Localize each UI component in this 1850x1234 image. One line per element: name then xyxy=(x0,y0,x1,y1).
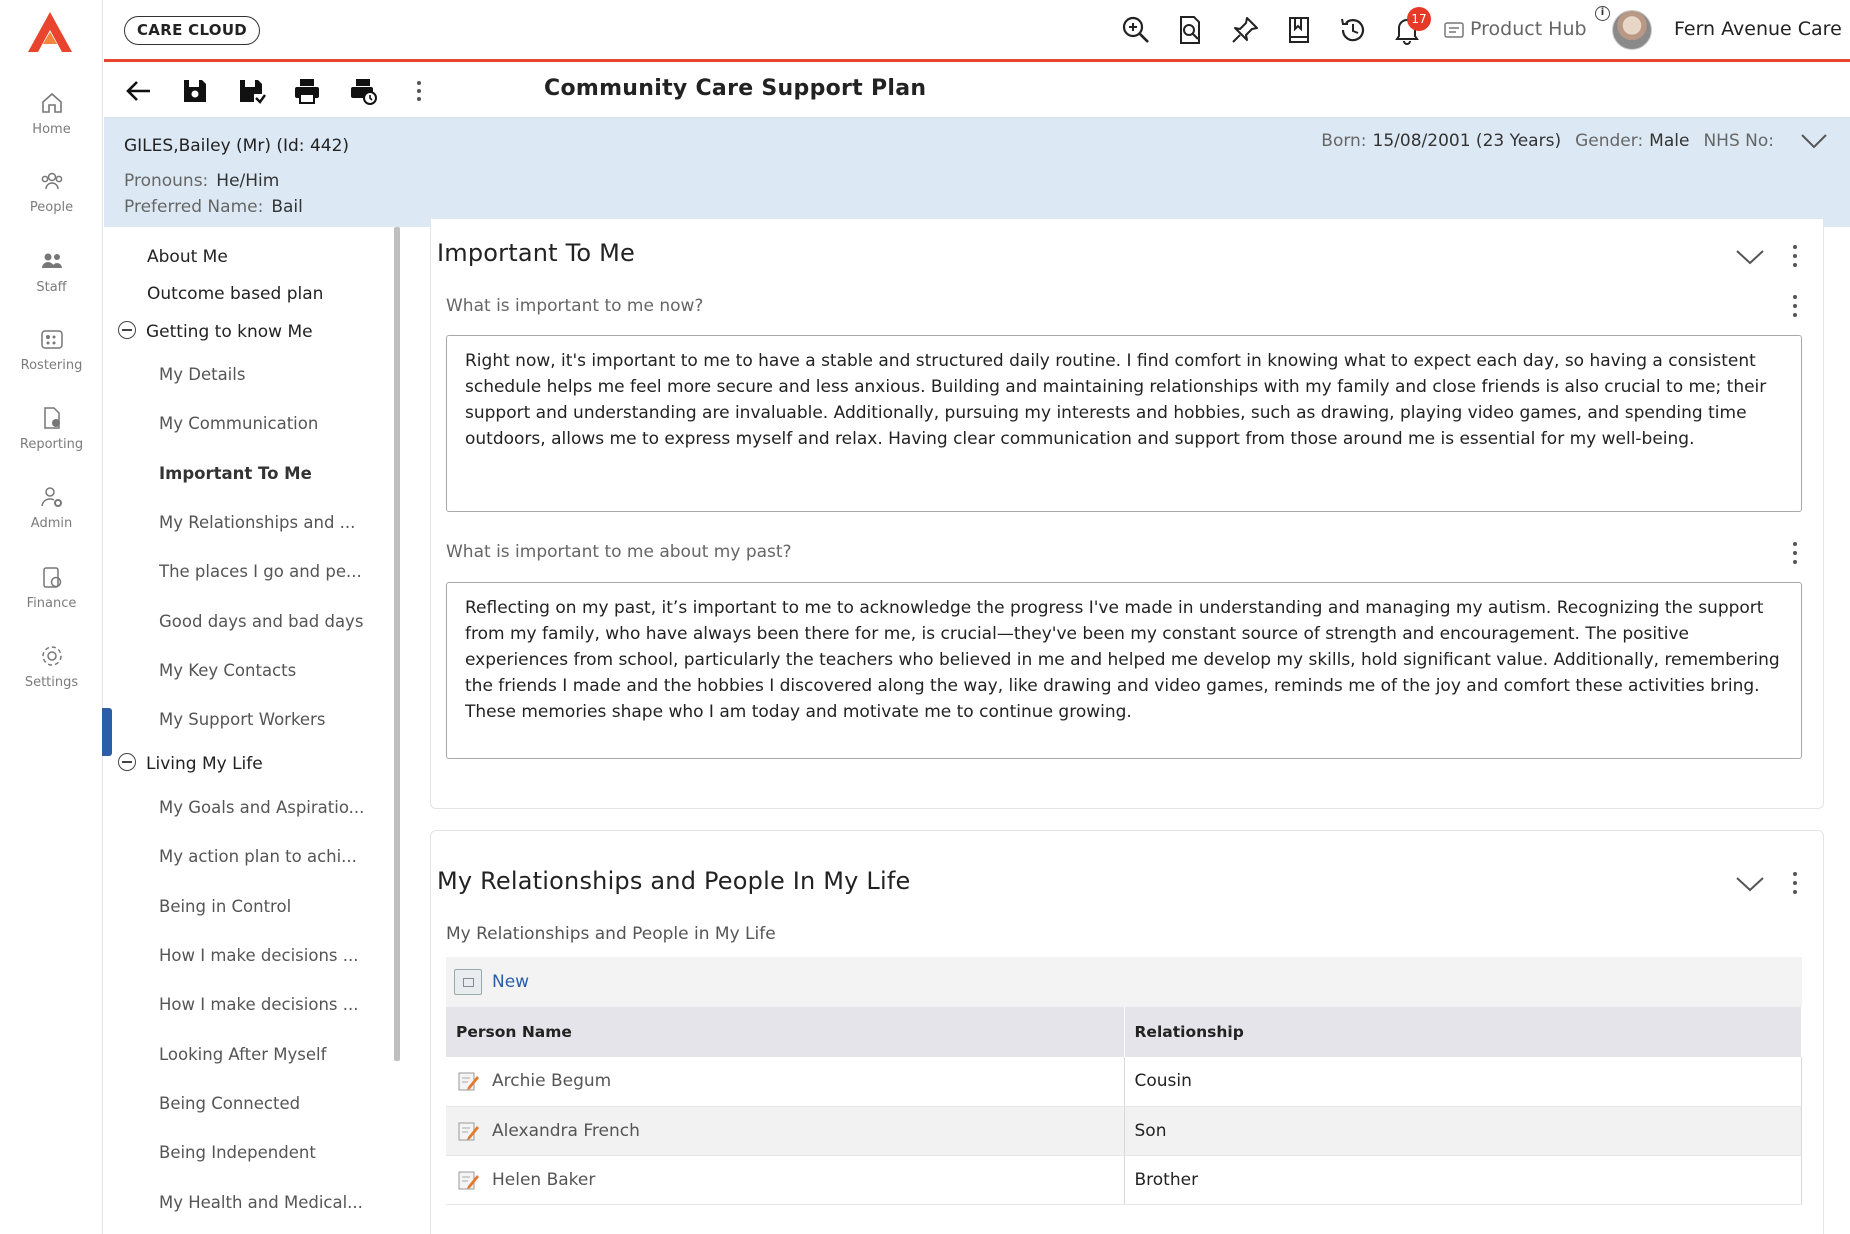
nav-scrollbar[interactable] xyxy=(394,227,400,1061)
nav-group-label: Living My Life xyxy=(146,754,263,774)
notification-count-badge: 17 xyxy=(1407,7,1431,31)
section-nav xyxy=(104,227,396,1234)
relationships-table xyxy=(446,1007,1802,1205)
nav-item[interactable]: My Details xyxy=(159,365,246,384)
rail-admin-label: Admin xyxy=(30,516,73,531)
rail-finance-label: Finance xyxy=(26,596,77,611)
answer-now-textarea[interactable]: Right now, it's important to me to have a stable and structured daily routine. I find comfort in knowing what to expect each day, so having a consistent schedule helps me feel more secure and less anxious. Building and maintaining relationships with my family and close friends is also crucial to me; their support and understanding are invaluable. Additionally, pursuing my interests and hobbies, such as drawing, playing video games, and spending time outdoors, allows me to express myself and relax. Having clear communication and support from those around me is essential for my well-being. xyxy=(446,335,1802,512)
rail-settings-label: Settings xyxy=(24,675,79,690)
relationships-grid-title: My Relationships and People in My Life xyxy=(446,924,776,944)
patient-header xyxy=(104,118,1850,227)
nav-item[interactable]: Looking After Myself xyxy=(159,1045,327,1064)
rail-settings[interactable] xyxy=(0,643,103,707)
nav-item[interactable]: How I make decisions ... xyxy=(159,995,359,1014)
reporting-icon xyxy=(39,405,65,431)
chevron-down-icon[interactable] xyxy=(1735,874,1765,894)
card-menu-icon[interactable] xyxy=(1789,872,1801,894)
chevron-down-icon[interactable] xyxy=(1800,131,1828,151)
rail-rostering-label: Rostering xyxy=(20,358,83,373)
table-row[interactable] xyxy=(446,1155,1802,1204)
rail-rostering[interactable] xyxy=(0,326,103,390)
nav-item[interactable]: My Health and Medical... xyxy=(159,1193,363,1212)
document-search-icon[interactable] xyxy=(1174,14,1206,46)
new-record-icon xyxy=(454,969,482,995)
brand-badge[interactable]: CARE CLOUD xyxy=(124,16,260,45)
nav-item[interactable]: My Key Contacts xyxy=(159,661,297,680)
app-logo[interactable] xyxy=(26,10,74,54)
nav-item[interactable]: My action plan to achi... xyxy=(159,847,357,866)
question-menu-icon[interactable] xyxy=(1789,542,1801,564)
column-header[interactable]: Person Name xyxy=(446,1007,1124,1057)
important-to-me-card xyxy=(430,219,1824,809)
nav-item[interactable]: My Communication xyxy=(159,414,319,433)
left-rail xyxy=(0,0,103,1234)
history-icon[interactable] xyxy=(1337,14,1369,46)
person-name-cell xyxy=(446,1057,1124,1106)
collapse-icon[interactable] xyxy=(118,753,136,771)
home-icon xyxy=(39,90,65,116)
nav-item[interactable]: My Relationships and ... xyxy=(159,513,356,532)
relationship-cell: Brother xyxy=(1124,1155,1802,1204)
product-hub-link[interactable] xyxy=(1444,18,1587,40)
back-arrow-icon[interactable] xyxy=(124,76,154,106)
table-header-row xyxy=(446,1007,1802,1057)
patient-name: GILES,Bailey (Mr) (Id: 442) xyxy=(124,136,350,156)
nav-group-getting-to-know-me[interactable] xyxy=(118,321,313,342)
nav-item[interactable]: Being Connected xyxy=(159,1094,301,1113)
page-toolbar xyxy=(104,62,1850,118)
nav-item[interactable]: Good days and bad days xyxy=(159,612,364,631)
person-name: Alexandra French xyxy=(492,1120,640,1141)
patient-demographics xyxy=(1321,131,1780,151)
rail-people[interactable] xyxy=(0,168,103,232)
collapse-icon[interactable] xyxy=(118,321,136,339)
pronouns-value: He/Him xyxy=(216,171,280,191)
user-avatar[interactable] xyxy=(1612,10,1652,50)
new-label: New xyxy=(492,972,530,992)
question-menu-icon[interactable] xyxy=(1789,295,1801,317)
pronouns-label: Pronouns: xyxy=(124,171,209,191)
preferred-name-value: Bail xyxy=(271,197,303,217)
nav-item-active[interactable]: Important To Me xyxy=(159,464,312,483)
chevron-down-icon[interactable] xyxy=(1735,247,1765,267)
nav-about-me[interactable]: About Me xyxy=(147,247,228,267)
table-row[interactable] xyxy=(446,1106,1802,1155)
person-name: Archie Begum xyxy=(492,1071,612,1092)
edit-icon[interactable] xyxy=(456,1069,480,1093)
save-and-close-icon[interactable] xyxy=(236,76,266,106)
born-label: Born: xyxy=(1321,131,1367,151)
info-icon[interactable]: i xyxy=(1595,6,1610,21)
rail-finance[interactable] xyxy=(0,564,103,628)
page-title: Community Care Support Plan xyxy=(544,76,927,101)
person-name-cell xyxy=(446,1106,1124,1155)
staff-icon xyxy=(39,248,65,274)
relationships-card-title: My Relationships and People In My Life xyxy=(437,867,911,895)
zoom-in-icon[interactable] xyxy=(1120,14,1152,46)
rail-admin[interactable] xyxy=(0,484,103,548)
edit-icon[interactable] xyxy=(456,1168,480,1192)
person-name: Helen Baker xyxy=(492,1169,596,1190)
preferred-name-row xyxy=(124,197,303,217)
edit-icon[interactable] xyxy=(456,1119,480,1143)
preferred-name-label: Preferred Name: xyxy=(124,197,264,217)
person-name-cell xyxy=(446,1155,1124,1204)
print-history-icon[interactable] xyxy=(348,76,378,106)
settings-icon xyxy=(39,643,65,669)
card-menu-icon[interactable] xyxy=(1789,245,1801,267)
rail-people-label: People xyxy=(29,200,74,215)
top-bar xyxy=(104,0,1850,62)
nav-outcome-plan[interactable]: Outcome based plan xyxy=(147,284,324,304)
save-icon[interactable] xyxy=(180,76,210,106)
grid-toolbar xyxy=(446,957,1802,1007)
new-relationship-button[interactable] xyxy=(454,969,529,995)
more-options-icon[interactable] xyxy=(404,76,434,106)
finance-icon xyxy=(39,564,65,590)
rail-home-label: Home xyxy=(32,122,71,137)
table-row[interactable] xyxy=(446,1057,1802,1106)
column-header[interactable]: Relationship xyxy=(1124,1007,1802,1057)
question-now-label: What is important to me now? xyxy=(446,296,704,316)
rail-staff[interactable] xyxy=(0,248,103,312)
nav-item[interactable]: Being Independent xyxy=(159,1143,316,1162)
rail-reporting-label: Reporting xyxy=(19,437,84,452)
nav-item[interactable]: My Goals and Aspiratio... xyxy=(159,798,365,817)
nav-item[interactable]: Being in Control xyxy=(159,897,292,916)
main-content xyxy=(412,227,1824,1234)
print-icon[interactable] xyxy=(292,76,322,106)
rail-staff-label: Staff xyxy=(36,280,67,295)
important-card-title: Important To Me xyxy=(437,239,635,267)
org-name[interactable]: Fern Avenue Care xyxy=(1674,18,1842,40)
relationship-cell: Son xyxy=(1124,1106,1802,1155)
gender-label: Gender: xyxy=(1575,131,1644,151)
pin-icon[interactable] xyxy=(1229,14,1261,46)
nav-item[interactable]: How I make decisions ... xyxy=(159,946,359,965)
relationship-cell: Cousin xyxy=(1124,1057,1802,1106)
notifications-button[interactable] xyxy=(1391,12,1427,46)
nav-group-living-my-life[interactable] xyxy=(118,753,263,774)
rostering-icon xyxy=(39,326,65,352)
born-value: 15/08/2001 (23 Years) xyxy=(1372,131,1562,151)
relationships-card xyxy=(430,830,1824,1234)
answer-past-textarea[interactable]: Reflecting on my past, it’s important to me to acknowledge the progress I've made in understanding and managing my autism. Recognizing the support from my family, who have always been there for me, is crucial—they've been my constant source of strength and encouragement. The positive experiences from school, particularly the teachers who believed in me and helped me develop my skills, hold significant value. Additionally, remembering the friends I made and the hobbies I discovered along the way, like drawing and video games, reminds me of the joy and comfort these activities bring. These memories shape who I am today and motivate me to continue growing. xyxy=(446,582,1802,759)
admin-icon xyxy=(39,484,65,510)
nav-item[interactable]: The places I go and pe... xyxy=(159,562,362,581)
nhs-label: NHS No: xyxy=(1703,131,1774,151)
pronouns-row xyxy=(124,171,279,191)
product-hub-label: Product Hub xyxy=(1470,18,1587,40)
product-hub-icon xyxy=(1444,21,1464,39)
question-past-label: What is important to me about my past? xyxy=(446,542,792,562)
nav-group-label: Getting to know Me xyxy=(146,322,313,342)
nav-item[interactable]: My Support Workers xyxy=(159,710,326,729)
gender-value: Male xyxy=(1649,131,1690,151)
people-icon xyxy=(39,168,65,194)
collapse-sidebar-tab[interactable] xyxy=(102,708,112,756)
rail-home[interactable] xyxy=(0,90,103,154)
bookmark-book-icon[interactable] xyxy=(1283,14,1315,46)
rail-reporting[interactable] xyxy=(0,405,103,469)
